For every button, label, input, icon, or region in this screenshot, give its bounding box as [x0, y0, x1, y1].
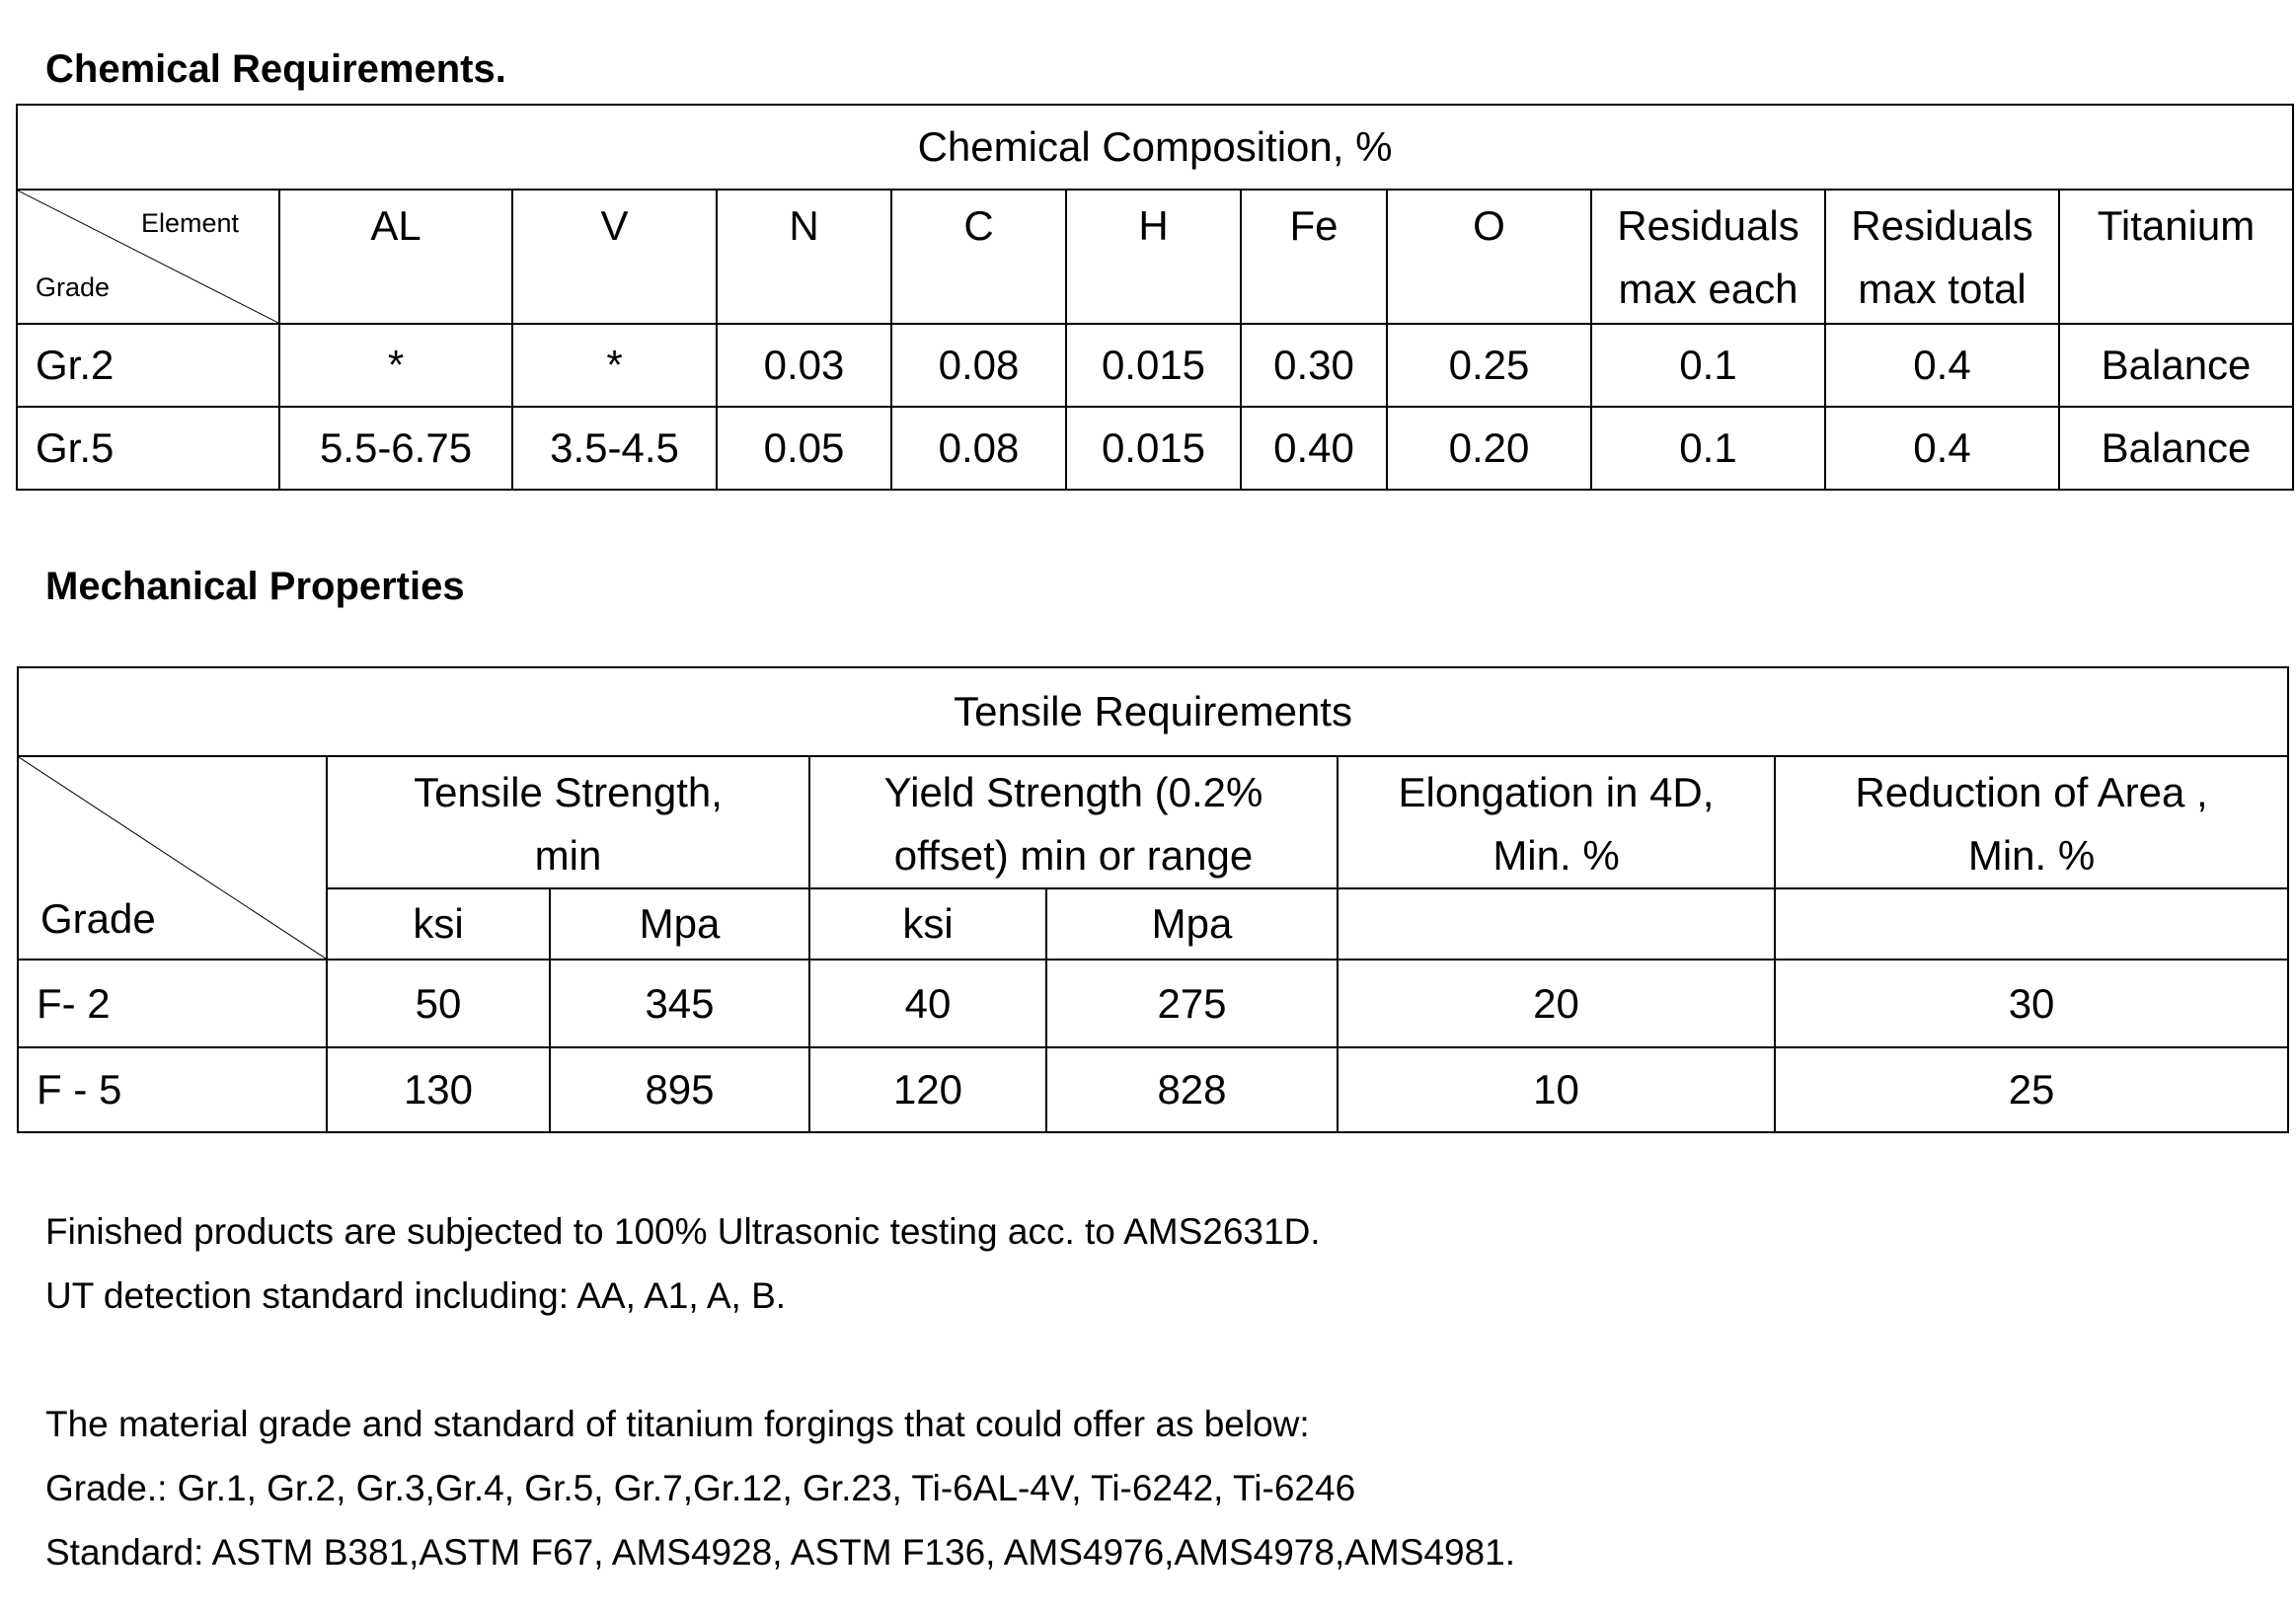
col-header-residuals-each: Residuals max each [1591, 190, 1825, 324]
value-cell: 120 [809, 1047, 1046, 1132]
value-cell: 30 [1775, 960, 2288, 1047]
value-cell: Balance [2059, 324, 2293, 407]
mechanical-table-title: Tensile Requirements [18, 667, 2288, 756]
unit-header-ksi: ksi [809, 888, 1046, 960]
note-grades: Grade.: Gr.1, Gr.2, Gr.3,Gr.4, Gr.5, Gr.7,Gr.12, Gr.23, Ti-6AL-4V, Ti-6242, Ti-6246 [45, 1468, 1356, 1508]
col-header-titanium: Titanium [2059, 190, 2293, 324]
chemical-heading: Chemical Requirements. [45, 47, 506, 91]
value-cell: 5.5-6.75 [279, 407, 512, 490]
mechanical-heading: Mechanical Properties [45, 565, 465, 608]
value-cell: 0.05 [717, 407, 891, 490]
col-header-al: AL [279, 190, 512, 324]
value-cell: 25 [1775, 1047, 2288, 1132]
chemical-table-title: Chemical Composition, % [17, 105, 2293, 190]
value-cell: 0.4 [1825, 407, 2059, 490]
value-cell: 3.5-4.5 [512, 407, 717, 490]
corner-element-label: Element [140, 208, 239, 238]
col-header-residuals-total: Residuals max total [1825, 190, 2059, 324]
chemical-table [16, 104, 2294, 491]
note-ut-standard: UT detection standard including: AA, A1, A, B. [45, 1275, 787, 1316]
value-cell: Balance [2059, 407, 2293, 490]
value-cell: 0.20 [1387, 407, 1591, 490]
value-cell: 345 [550, 960, 809, 1047]
value-cell: 130 [327, 1047, 550, 1132]
col-header-v: V [512, 190, 717, 324]
group-header-tensile: Tensile Strength, min [327, 756, 809, 888]
col-header-n: N [717, 190, 891, 324]
mechanical-table [17, 666, 2289, 1133]
value-cell: 0.08 [891, 407, 1066, 490]
value-cell: 0.25 [1387, 324, 1591, 407]
value-cell: 40 [809, 960, 1046, 1047]
value-cell: 0.03 [717, 324, 891, 407]
note-offer-intro: The material grade and standard of titanium forgings that could offer as below: [45, 1404, 1310, 1444]
value-cell: 0.40 [1241, 407, 1387, 490]
note-ut-testing: Finished products are subjected to 100% Ultrasonic testing acc. to AMS2631D. [45, 1211, 1321, 1252]
value-cell: 0.015 [1066, 324, 1241, 407]
grade-cell: Gr.5 [17, 407, 279, 490]
table-row [17, 407, 2293, 490]
mechanical-corner-cell [18, 756, 327, 960]
unit-header-empty [1775, 888, 2288, 960]
value-cell: 0.1 [1591, 324, 1825, 407]
unit-header-mpa: Mpa [1046, 888, 1338, 960]
grade-cell: F - 5 [18, 1047, 327, 1132]
value-cell: 0.08 [891, 324, 1066, 407]
col-header-c: C [891, 190, 1066, 324]
value-cell: 50 [327, 960, 550, 1047]
group-header-reduction: Reduction of Area , Min. % [1775, 756, 2288, 888]
corner-grade-label: Grade [40, 895, 156, 942]
value-cell: * [279, 324, 512, 407]
value-cell: 895 [550, 1047, 809, 1132]
col-header-fe: Fe [1241, 190, 1387, 324]
group-header-elongation: Elongation in 4D, Min. % [1338, 756, 1775, 888]
value-cell: * [512, 324, 717, 407]
table-row [18, 1047, 2288, 1132]
chemical-corner-cell [17, 190, 279, 324]
grade-cell: Gr.2 [17, 324, 279, 407]
value-cell: 20 [1338, 960, 1775, 1047]
value-cell: 828 [1046, 1047, 1338, 1132]
corner-grade-label: Grade [36, 272, 111, 302]
notes-block [45, 1199, 1515, 1584]
value-cell: 10 [1338, 1047, 1775, 1132]
value-cell: 0.30 [1241, 324, 1387, 407]
value-cell: 0.4 [1825, 324, 2059, 407]
unit-header-ksi: ksi [327, 888, 550, 960]
unit-header-empty [1338, 888, 1775, 960]
value-cell: 275 [1046, 960, 1338, 1047]
col-header-h: H [1066, 190, 1241, 324]
unit-header-mpa: Mpa [550, 888, 809, 960]
grade-cell: F- 2 [18, 960, 327, 1047]
value-cell: 0.1 [1591, 407, 1825, 490]
group-header-yield: Yield Strength (0.2% offset) min or range [809, 756, 1338, 888]
table-row [17, 324, 2293, 407]
table-row [18, 960, 2288, 1047]
col-header-o: O [1387, 190, 1591, 324]
value-cell: 0.015 [1066, 407, 1241, 490]
note-standards: Standard: ASTM B381,ASTM F67, AMS4928, ASTM F136, AMS4976,AMS4978,AMS4981. [45, 1532, 1515, 1573]
